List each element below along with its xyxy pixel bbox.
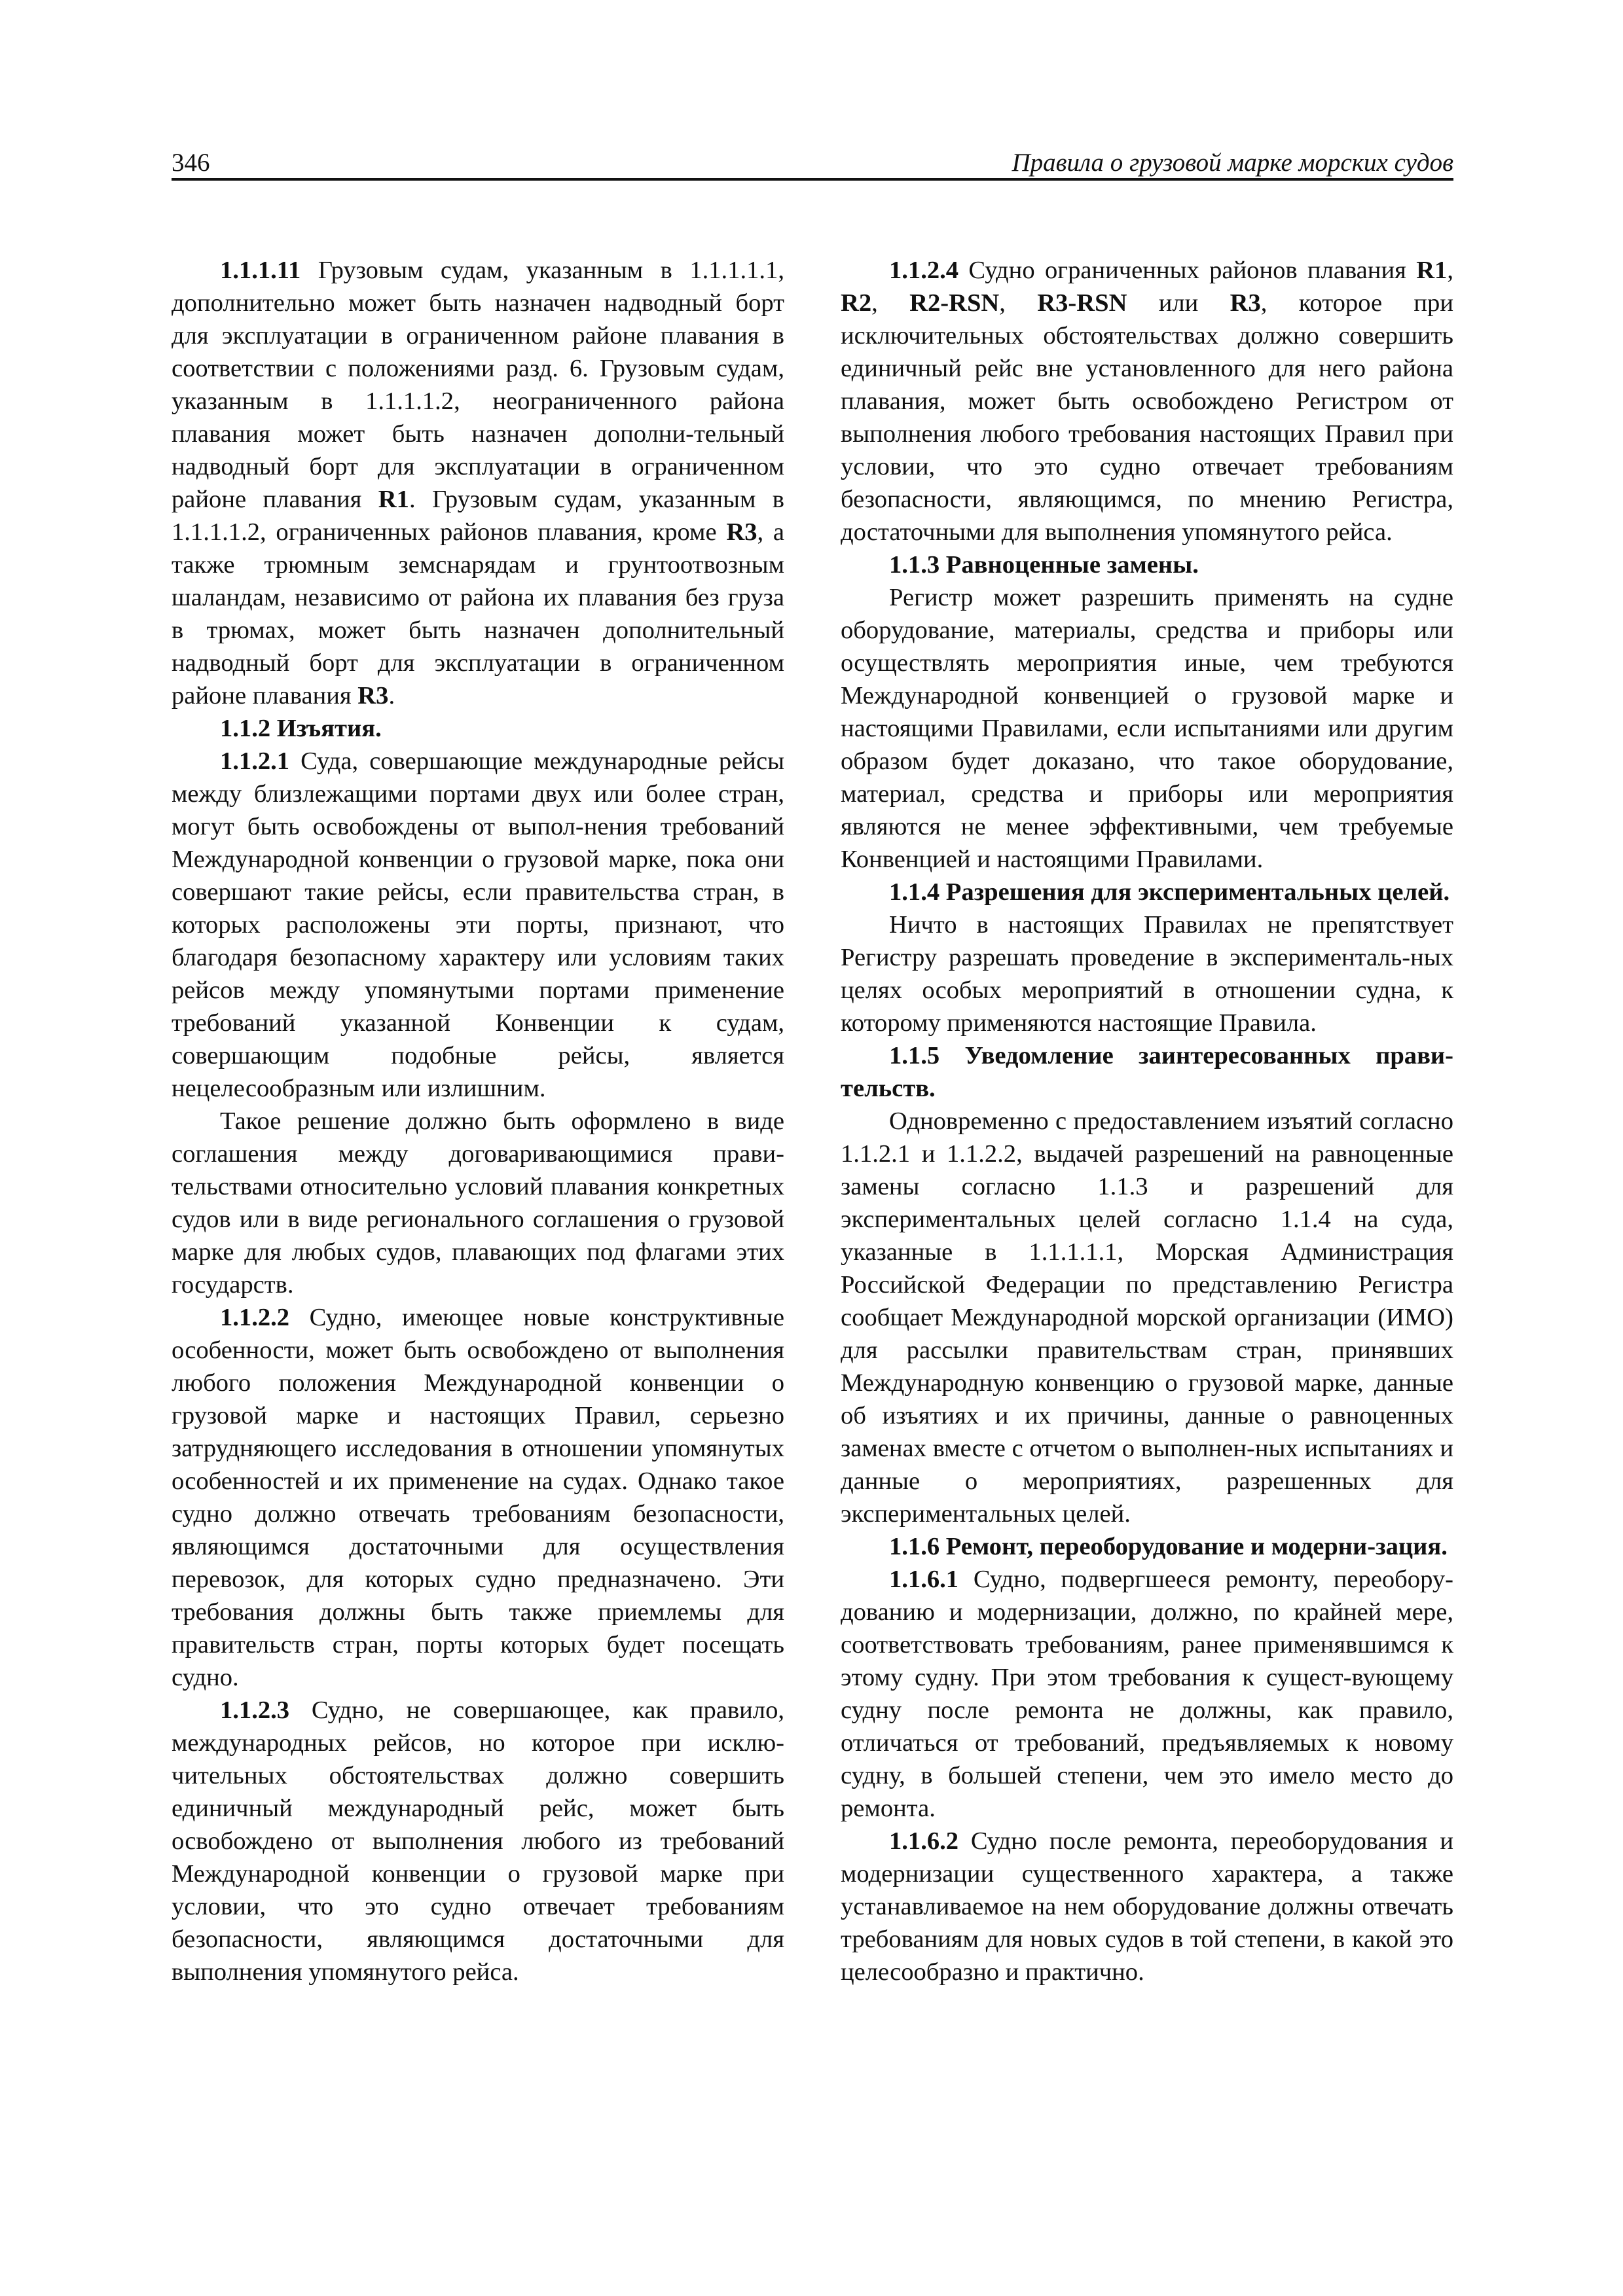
paragraph-number: 1.1.2.2	[220, 1304, 290, 1331]
paragraph-number: 1.1.1.11	[220, 257, 301, 284]
separator: ,	[1447, 257, 1453, 284]
paragraph-1-1-3: Регистр может разрешить применять на судне оборудование, материалы, средства и приборы или осуществлять мероприятия иные, чем требуются Международной конвенцией о грузовой марке и настоящими Правилами, если испытаниями или другим образом будет доказано, что такое оборудование, материал, средства и приборы или мероприятия являются не менее эффективными, чем требуемые Конвенцией и настоящими Правилами.	[841, 584, 1453, 873]
area-code: R3-RSN	[1037, 289, 1127, 317]
paragraph-text: Грузовым судам, указанным в 1.1.1.1.1, дополнительно может быть назначен надводный борт для эксплуатации в ограниченном районе плавания в соответствии с положениями разд. 6. Грузовым судам, указанным в 1.1.1.1.2, неограниченного района плавания может быть назначен дополни-тельный надводный борт для эксплуатации в ограниченном районе плавания	[172, 257, 784, 513]
paragraph-text: , которое при исключительных обстоятельствах должно совершить единичный рейс вне установленного для него района плавания, может быть освобождено Регистром от выполнения любого требования настоящих Правил при условии, что это судно отвечает требованиям безопасности, являющимся, по мнению Регистра, достаточными для выполнения упомянутого рейса.	[841, 289, 1453, 546]
separator: или	[1127, 289, 1230, 317]
paragraph-agreement: Такое решение должно быть оформлено в виде соглашения между договаривающимися прави-тельствами относительно условий плавания конкретных судов или в виде регионального соглашения о грузовой марке для любых судов, плавающих под флагами этих государств.	[172, 1107, 784, 1299]
paragraph-number: 1.1.2.3	[220, 1696, 290, 1724]
paragraph-text: . Грузовым судам, указанным в 1.1.1.1.2, ограниченных районов плавания, кроме	[172, 486, 784, 546]
section-heading-1-1-6: 1.1.6 Ремонт, переоборудование и модерни-зация.	[889, 1533, 1448, 1560]
paragraph-1-1-2-4	[841, 254, 1453, 548]
paragraph-1-1-5: Одновременно с предоставлением изъятий согласно 1.1.2.1 и 1.1.2.2, выдачей разрешений на равноценные замены согласно 1.1.3 и разрешений для экспериментальных целей согласно 1.1.4 на суда, указанные в 1.1.1.1.1, Морская Администрация Российской Федерации по представлению Регистра сообщает Международной морской организации (ИМО) для рассылки правительствам стран, принявших Международную конвенцию о грузовой марке, данные об изъятиях и их причины, данные о равноценных заменах вместе с отчетом о выполнен-ных испытаниях и данные о мероприятиях, разрешенных для экспериментальных целей.	[841, 1107, 1453, 1528]
paragraph-text: Судно, подвергшееся ремонту, переобору-дованию и модернизации, должно, по крайней мере, соответствовать требованиям, ранее применявшимся к этому судну. При этом требования к сущест-вующему судну после ремонта не должны, как правило, отличаться от требований, предъявляемых к новому судну, в большей степени, чем это имело место до ремонта.	[841, 1566, 1453, 1822]
paragraph-text: Судно, не совершающее, как правило, международных рейсов, но которое при исклю-чительных обстоятельствах должно совершить единичный международный рейс, может быть освобождено от выполнения любого из требований Международной конвенции о грузовой марке при условии, что это судно отвечает требованиям безопасности, являющимся достаточными для выполнения упомянутого рейса.	[172, 1696, 784, 1986]
right-column	[841, 254, 1453, 1988]
paragraph-text: Судно после ремонта, переоборудования и модернизации существенного характера, а также устанавливаемое на нем оборудование должны отвечать требованиям для новых судов в той степени, в какой это целесообразно и практично.	[841, 1827, 1453, 1986]
paragraph-text: Суда, совершающие международные рейсы между близлежащими портами двух или более стран, могут быть освобождены от выпол-нения требований Международной конвенции о грузовой марке, пока они совершают такие рейсы, если правительства стран, в которых расположены эти порты, признают, что благодаря безопасному характеру или условиям таких рейсов между упомянутыми портами применение требований указанной Конвенции к судам, совершающим подобные рейсы, является нецелесообразным или излишним.	[172, 747, 784, 1102]
area-code: R2	[841, 289, 872, 317]
separator: ,	[871, 289, 910, 317]
left-column	[172, 254, 784, 1988]
area-code: R2-RSN	[909, 289, 1000, 317]
section-heading-1-1-3: 1.1.3 Равноценные замены.	[889, 551, 1199, 579]
paragraph-number: 1.1.2.4	[889, 257, 959, 284]
section-heading-1-1-2: 1.1.2 Изъятия.	[220, 715, 382, 742]
running-header	[172, 145, 1453, 181]
paragraph-number: 1.1.2.1	[220, 747, 290, 775]
paragraph-1-1-1-11	[172, 254, 784, 712]
section-heading-1-1-4: 1.1.4 Разрешения для экспериментальных целей.	[889, 878, 1450, 906]
paragraph-number: 1.1.6.1	[889, 1566, 959, 1593]
page-number: 346	[172, 149, 210, 177]
paragraph-1-1-2-2	[172, 1301, 784, 1694]
area-code: R3	[1230, 289, 1261, 317]
area-code: R3	[726, 518, 757, 546]
area-code: R1	[1416, 257, 1448, 284]
separator: ,	[999, 289, 1038, 317]
running-title: Правила о грузовой марке морских судов	[1012, 149, 1453, 177]
paragraph-text: .	[388, 682, 395, 709]
paragraph-1-1-4: Ничто в настоящих Правилах не препятствует Регистру разрешать проведение в эксперименталь-ных целях особых мероприятий в отношении судна, к которому применяются настоящие Правила.	[841, 911, 1453, 1037]
paragraph-number: 1.1.6.2	[889, 1827, 959, 1855]
section-heading-1-1-5: 1.1.5 Уведомление заинтересованных прави-тельств.	[841, 1042, 1453, 1102]
paragraph-1-1-2-3	[172, 1694, 784, 1988]
paragraph-text: , а также трюмным земснарядам и грунтоотвозным шаландам, независимо от района их плавания без груза в трюмах, может быть назначен дополнительный надводный борт для эксплуатации в ограниченном районе плавания	[172, 518, 784, 709]
area-code: R3	[357, 682, 389, 709]
paragraph-text: Судно, имеющее новые конструктивные особенности, может быть освобождено от выполнения любого положения Международной конвенции о грузовой марке и настоящих Правил, серьезно затрудняющего исследования в отношении упомянутых особенностей и их применение на судах. Однако такое судно должно отвечать требованиям безопасности, являющимся достаточными для осуществления перевозок, для которых судно предназначено. Эти требования должны быть также приемлемы для правительств стран, порты которых будет посещать судно.	[172, 1304, 784, 1691]
paragraph-1-1-2-1	[172, 745, 784, 1105]
paragraph-text: Судно ограниченных районов плавания	[958, 257, 1417, 284]
paragraph-1-1-6-2	[841, 1825, 1453, 1988]
paragraph-1-1-6-1	[841, 1563, 1453, 1825]
area-code: R1	[378, 486, 409, 513]
